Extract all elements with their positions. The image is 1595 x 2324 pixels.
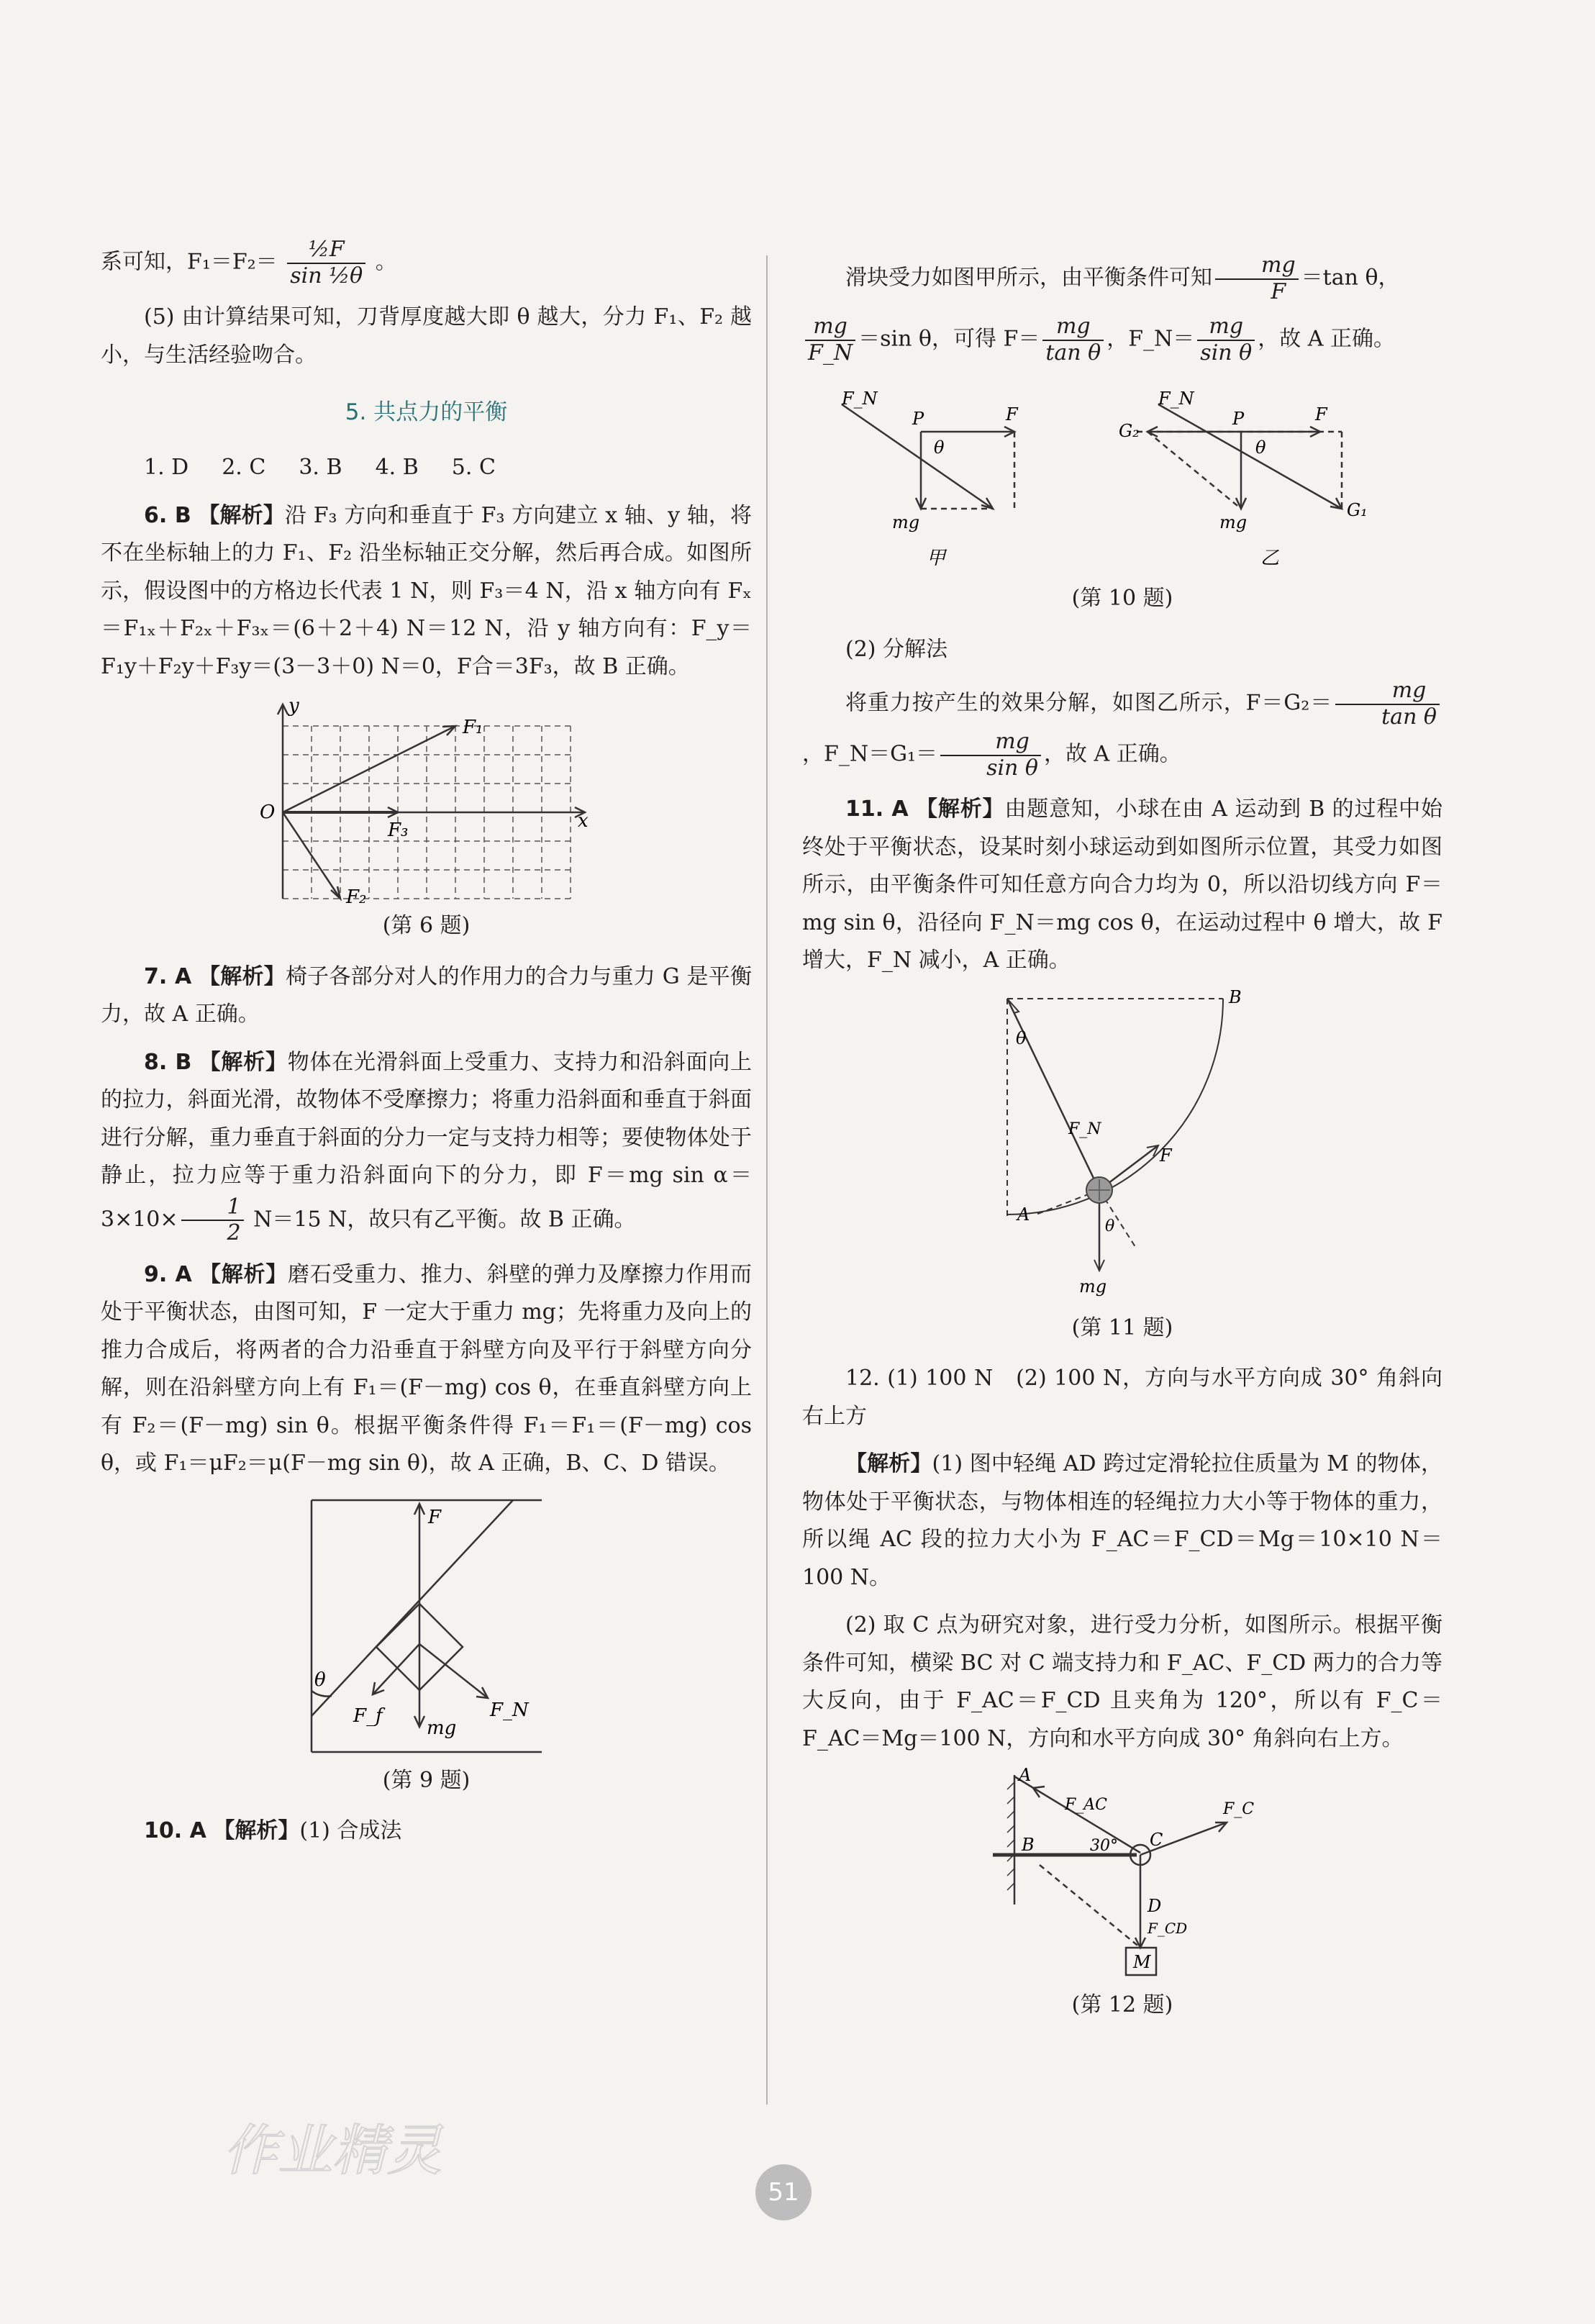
figure-6-caption: (第 6 题) (382, 913, 471, 939)
force-label-ff: F_f (353, 1705, 383, 1727)
force-label-f2: F₂ (345, 886, 366, 905)
axis-label-x: x (577, 810, 589, 832)
sub-figure-label-yi: 乙 (1260, 548, 1280, 569)
figure-6 (254, 696, 599, 904)
method-2: (2) 分解法 (845, 636, 948, 662)
question-8: 8. B 【解析】物体在光滑斜面上受重力、支持力和沿斜面向上的拉力，斜面光滑，故物体不受摩擦力；将重力沿斜面和垂直于斜面进行分解，重力垂直于斜面的分力一定与支持力相等；要使物体处于静止，拉力应等于重力沿斜面向下的分力，即 F＝mg sin α＝3×10× $\frac{1}{2}$ N＝15 N，故只有乙平衡。故 B 正确。 (101, 1049, 753, 1246)
page-number: 51 (755, 2164, 812, 2220)
force-label-mg-yi: mg (1219, 512, 1248, 532)
point-label-b: B (1022, 1835, 1035, 1855)
figure-9-caption: (第 9 题) (382, 1767, 471, 1793)
question-12-analysis-2: (2) 取 C 点为研究对象，进行受力分析，如图所示。根据平衡条件可知，横梁 BC 对 C 端支持力和 F_AC、F_CD 两力的合力等大反向，由于 F_AC＝F_CD 且夹角为 120°，所以有 F_C＝F_AC＝Mg＝100 N，方向和水平方向成 30° 角斜向右上方。 (802, 1612, 1442, 1751)
angle-label-jia: θ (934, 437, 945, 458)
answer-item: 5. C (451, 455, 496, 481)
angle-label: θ (314, 1669, 326, 1691)
force-label-fcd: F_CD (1148, 1920, 1188, 1937)
force-label-g1: G₁ (1347, 500, 1368, 520)
answer-item: 2. C (222, 455, 266, 481)
origin-label: O (259, 802, 275, 824)
right-column (802, 253, 1442, 2038)
mass-label: M (1133, 1952, 1151, 1972)
point-label-p-jia: P (912, 409, 924, 429)
figure-12-caption: (第 12 题) (1071, 1992, 1173, 2017)
section-title: 5. 共点力的平衡 (345, 399, 508, 425)
q10-line-2: $\frac{mg}{F\_N}$ ＝sin θ，可得 F＝ $\frac{mg}{\text{tan θ}}$ ，F_N＝ $\frac{mg}{\text{sin θ}}$ ，故 A 正确。 (802, 314, 1442, 366)
decomposition-paragraph: 将重力按产生的效果分解，如图乙所示，F＝G₂＝ $\frac{mg}{\text{tan θ}}$ ，F_N＝G₁＝ $\frac{mg}{\text{sin θ}}$ ，故 A 正确。 (802, 678, 1442, 781)
question-9: 9. A 【解析】磨石受重力、推力、斜壁的弹力及摩擦力作用而处于平衡状态，由图可知，F 一定大于重力 mg；先将重力及向上的推力合成后，将两者的合力沿垂直于斜壁方向及平行于斜壁方向分解，则在沿斜壁方向上有 F₁＝(F－mg) cos θ，在垂直斜壁方向上有 F₂＝(F－mg) sin θ。根据平衡条件得 F₁＝F₁＝(F－mg) cos θ，或 F₁＝μF₂＝μ(F－mg sin θ)，故 A 正确，B、C、D 错误。 (101, 1261, 753, 1476)
answer-item: 3. B (299, 455, 342, 481)
force-label-mg: mg (1079, 1276, 1107, 1297)
answer-list (101, 449, 752, 487)
answer-item: 4. B (375, 455, 419, 481)
angle-label-top: θ (1016, 1027, 1027, 1048)
q10-line-1: 滑块受力如图甲所示，由平衡条件可知 $\frac{mg}{F}$ ＝tan θ， (845, 253, 1400, 304)
figure-11 (993, 990, 1252, 1307)
angle-label-yi: θ (1255, 437, 1266, 458)
answer-item: 1. D (144, 455, 189, 481)
fraction: $\frac{\text{½F}}{\text{sin ½θ}}$ (287, 237, 365, 289)
angle-label-bottom: θ (1105, 1217, 1115, 1235)
point-label-b: B (1229, 989, 1242, 1007)
force-label-fac: F_AC (1065, 1796, 1107, 1814)
question-12-analysis-1: 【解析】(1) 图中轻绳 AD 跨过定滑轮拉住质量为 M 的物体，物体处于平衡状态，与物体相连的轻绳拉力大小等于物体的重力，所以绳 AC 段的拉力大小为 F_AC＝F_CD＝Mg＝10×10 N＝100 N。 (802, 1451, 1442, 1590)
force-label-fn: F_N (1068, 1120, 1101, 1138)
force-label-fn-yi: F_N (1158, 389, 1194, 409)
question-11: 11. A 【解析】由题意知，小球在由 A 运动到 B 的过程中始终处于平衡状态，设某时刻小球运动到如图所示位置，其受力如图所示，由平衡条件可知任意方向合力均为 0，所以沿切线方向 F＝mg sin θ，沿径向 F_N＝mg cos θ，在运动过程中 θ 增大，故 F 增大，F_N 减小，A 正确。 (802, 796, 1443, 973)
force-label-mg: mg (426, 1717, 456, 1739)
point-label-p-yi: P (1232, 409, 1245, 429)
question-10: 10. A 【解析】(1) 合成法 (144, 1818, 402, 1844)
force-label-f1: F₁ (462, 717, 483, 739)
sub-figure-label-jia: 甲 (927, 548, 946, 569)
force-label-fn: F_N (489, 1699, 529, 1721)
paragraph-5: (5) 由计算结果可知，刀背厚度越大即 θ 越大，分力 F₁、F₂ 越小，与生活经验吻合。 (101, 304, 752, 368)
question-6: 6. B 【解析】沿 F₃ 方向和垂直于 F₃ 方向建立 x 轴、y 轴，将不在坐标轴上的力 F₁、F₂ 沿坐标轴正交分解，然后再合成。如图所示，假设图中的方格边长代表 1 N，则 F₃＝4 N，沿 x 轴方向有 Fₓ＝F₁ₓ＋F₂ₓ＋F₃ₓ＝(6＋2＋4) N＝12 N，沿 y 轴方向有：F_y＝F₁y＋F₂y＋F₃y＝(3－3＋0) N＝0，F合＝3F₃，故 B 正确。 (101, 502, 752, 679)
formula-line: 系可知，F₁＝F₂＝ $\frac{\text{½F}}{\text{sin ½θ}}$ 。 (101, 237, 397, 289)
force-label-f: F (427, 1506, 441, 1528)
axis-label-y: y (288, 696, 299, 717)
figure-12 (986, 1768, 1259, 1984)
svg-text:作业精灵: 作业精灵 (223, 2118, 442, 2182)
point-label-d: D (1148, 1896, 1162, 1916)
point-label-c: C (1150, 1830, 1163, 1850)
watermark (216, 2108, 475, 2187)
force-label-fn-jia: F_N (842, 389, 878, 409)
point-label-a: A (1019, 1768, 1032, 1785)
angle-label: 30° (1090, 1837, 1118, 1855)
figure-9 (304, 1493, 549, 1759)
column-divider (766, 255, 768, 2105)
question-7: 7. A 【解析】椅子各部分对人的作用力的合力与重力 G 是平衡力，故 A 正确。 (101, 963, 753, 1027)
force-label-f-jia: F (1006, 404, 1018, 425)
force-label-mg-jia: mg (892, 512, 920, 532)
figure-10-caption: (第 10 题) (1071, 586, 1173, 611)
force-label-f3: F₃ (387, 820, 408, 842)
figure-10 (806, 376, 1439, 577)
force-label-f: F (1160, 1145, 1172, 1166)
point-label-a: A (1017, 1204, 1030, 1225)
force-label-f-yi: F (1315, 404, 1327, 425)
left-column (101, 237, 752, 1861)
figure-11-caption: (第 11 题) (1071, 1315, 1173, 1340)
force-label-fc: F_C (1223, 1800, 1255, 1818)
force-label-g2: G₂ (1119, 421, 1140, 441)
question-12-answer: 12. (1) 100 N (2) 100 N，方向与水平方向成 30° 角斜向右上方 (802, 1366, 1442, 1429)
